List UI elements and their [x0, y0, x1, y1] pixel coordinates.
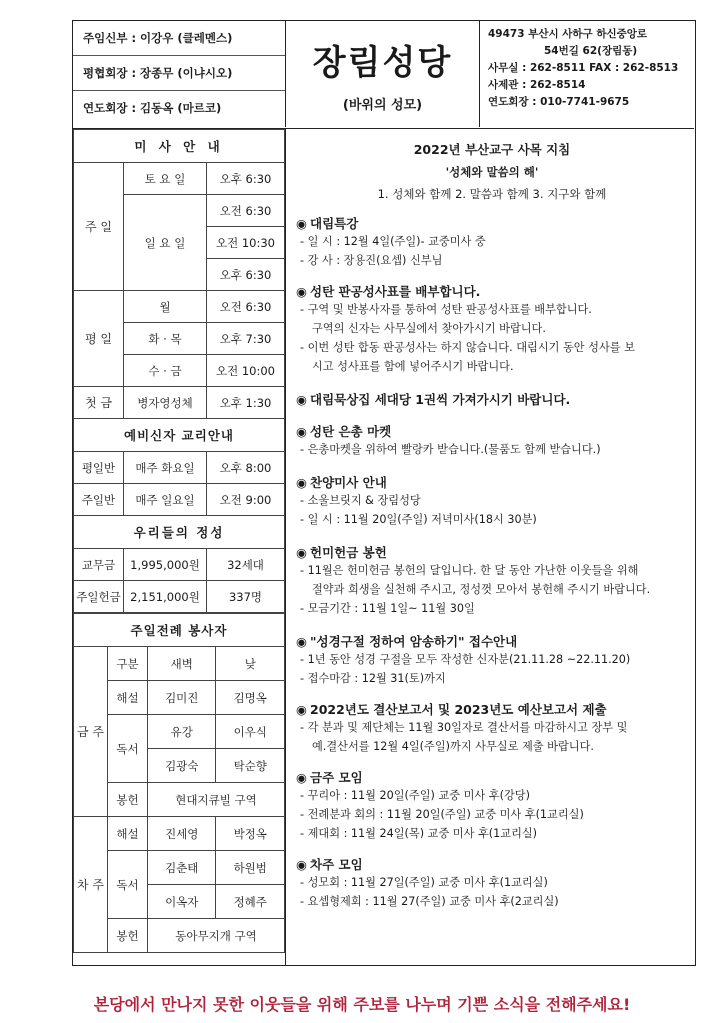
minister-name: 김명옥 [216, 681, 285, 715]
notice-line: - 꾸리아 : 11월 20일(주일) 교중 미사 후(강당) [300, 789, 530, 802]
catechism-title: 예비신자 교리안내 [74, 419, 285, 452]
bullet-icon: ◉ [296, 424, 307, 439]
header-staff [73, 21, 286, 127]
footer-message: 본당에서 만나지 못한 이웃들을 위해 주보를 나누며 기쁜 소식을 전해주세요! [93, 995, 631, 1014]
pastor: 주임신부 : 이강우 (클레멘스) [73, 21, 285, 56]
catechism-time: 오전 9:00 [207, 484, 285, 516]
notice-line: - 일 시 : 12월 4일(주일)- 교중미사 중 [300, 235, 486, 248]
minister-name: 정혜주 [216, 885, 285, 919]
sunday-time: 오전 6:30 [207, 195, 285, 227]
notice-title [296, 768, 688, 786]
monday-time: 오전 6:30 [207, 291, 285, 323]
bullet-icon: ◉ [296, 634, 307, 649]
notice-line: - 11월은 헌미헌금 봉헌의 달입니다. 한 달 동안 가난한 이웃들을 위해 [300, 564, 639, 577]
left-column [73, 129, 286, 965]
bullet-icon: ◉ [296, 392, 307, 407]
saturday-time: 오후 6:30 [207, 163, 285, 195]
notice-item [296, 632, 688, 688]
header-contact [480, 21, 694, 127]
bullet-icon: ◉ [296, 545, 307, 560]
notice-line: - 구역 및 반봉사자를 통하여 성탄 판공성사표를 배부합니다. [300, 303, 592, 316]
first-friday-desc: 병자영성체 [124, 387, 207, 419]
saturday: 토 요 일 [124, 163, 207, 195]
notice-title-text: "성경구절 정하여 암송하기" 접수안내 [310, 634, 518, 649]
notice-line: - 모금기간 : 11월 1일~ 11월 30일 [300, 602, 475, 615]
sunday-time: 오후 6:30 [207, 259, 285, 291]
first-friday: 첫 금 [74, 387, 124, 419]
office-phone: 사무실 : 262-8511 FAX : 262-8513 [488, 62, 679, 74]
catechism-time: 오후 8:00 [207, 452, 285, 484]
notice-title-text: 찬양미사 안내 [310, 475, 387, 490]
notice-line: - 요셉형제회 : 11월 27(주일) 교중 미사 후(2교리실) [300, 895, 559, 908]
notice-line: - 각 분과 및 제단체는 11월 30일자로 결산서를 마감하시고 장부 및 [300, 721, 628, 734]
minister-name: 김미진 [148, 681, 216, 715]
monday: 월 [124, 291, 207, 323]
sunday-time: 오전 10:30 [207, 227, 285, 259]
bullet-icon: ◉ [296, 216, 307, 231]
minister-name: 진세영 [148, 817, 216, 851]
sunday-label: 주 일 [74, 163, 124, 291]
notice-item [296, 543, 688, 618]
next-week-label: 차 주 [74, 817, 108, 953]
notice-title-text: 성탄 은총 마켓 [310, 424, 392, 439]
notice-title [296, 700, 688, 718]
wed-fri: 수 · 금 [124, 355, 207, 387]
offering-label: 교무금 [74, 549, 124, 581]
catechism-label: 주일반 [74, 484, 124, 516]
minister-name: 박정옥 [216, 817, 285, 851]
notice-title [296, 214, 688, 232]
offertory-group: 동아무지개 구역 [148, 919, 285, 953]
offertory-label: 봉헌 [108, 919, 148, 953]
church-subtitle: (바위의 성모) [342, 98, 423, 113]
tue-thu-time: 오후 7:30 [207, 323, 285, 355]
offering-title: 우리들의 정성 [74, 516, 285, 549]
bullet-icon: ◉ [296, 770, 307, 785]
this-week-label: 금 주 [74, 647, 108, 817]
yeondo-phone: 연도회장 : 010-7741-9675 [488, 96, 630, 108]
mass-table [73, 129, 285, 613]
sunday: 일 요 일 [124, 195, 207, 291]
notice-line: - 성모회 : 11월 27일(주일) 교중 미사 후(1교리실) [300, 876, 548, 889]
bullet-icon: ◉ [296, 702, 307, 717]
minister-name: 김광숙 [148, 749, 216, 783]
mass-title: 미 사 안 내 [74, 130, 285, 163]
commentary-label: 해설 [108, 681, 148, 715]
pastoral-policy [296, 140, 688, 202]
catechism-day: 매주 화요일 [124, 452, 207, 484]
offering-count: 32세대 [207, 549, 285, 581]
notice-title-text: 성탄 판공성사표를 배부합니다. [310, 284, 481, 299]
tue-thu: 화 · 목 [124, 323, 207, 355]
notice-title [296, 422, 688, 440]
notice-title [296, 282, 688, 300]
offering-count: 337명 [207, 581, 285, 613]
policy-subtitle: '성체와 말씀의 해' [445, 165, 539, 179]
catechism-day: 매주 일요일 [124, 484, 207, 516]
minister-name: 이우식 [216, 715, 285, 749]
church-name: 장림성당 [312, 43, 453, 83]
notice-item [296, 282, 688, 376]
minister-name: 김춘태 [148, 851, 216, 885]
notice-line: - 은총마켓을 위하여 빨랑카 받습니다.(물품도 함께 받습니다.) [300, 443, 601, 456]
notice-title [296, 390, 688, 408]
head-day: 낮 [216, 647, 285, 681]
notice-title-text: 헌미헌금 봉헌 [310, 545, 387, 560]
notice-title [296, 855, 688, 873]
notice-list [296, 214, 688, 911]
notice-line: - 전례분과 회의 : 11월 20일(주일) 교중 미사 후(1교리실) [300, 808, 584, 821]
reading-label: 독서 [108, 851, 148, 919]
notice-title-text: 대림특강 [310, 216, 359, 231]
notice-line: 시고 성사표를 함에 넣어주시기 바랍니다. [312, 360, 514, 373]
notice-title [296, 543, 688, 561]
notice-item [296, 422, 688, 459]
minister-name: 유강 [148, 715, 216, 749]
reading-label: 독서 [108, 715, 148, 783]
notice-line: 예.결산서를 12월 4일(주일)까지 사무실로 제출 바랍니다. [312, 740, 594, 753]
notice-item [296, 214, 688, 270]
offertory-label: 봉헌 [108, 783, 148, 817]
notice-line: - 이번 성탄 합동 판공성사는 하지 않습니다. 대림시기 동안 성사를 보 [300, 341, 635, 354]
bullet-icon: ◉ [296, 857, 307, 872]
notice-title-text: 대림묵상집 세대당 1권씩 가져가시기 바랍니다. [310, 392, 571, 407]
notice-title-text: 금주 모임 [310, 770, 363, 785]
council-president: 평협회장 : 장종무 (이냐시오) [73, 56, 285, 91]
bulletin-page [72, 20, 696, 966]
notice-item [296, 855, 688, 911]
head-dawn: 새벽 [148, 647, 216, 681]
address-line2: 54번길 62(장림동) [544, 45, 638, 57]
notice-item [296, 700, 688, 756]
weekday-label: 평 일 [74, 291, 124, 387]
notice-line: - 일 시 : 11월 20일(주일) 저녁미사(18시 30분) [300, 513, 537, 526]
offertory-group: 현대지큐빌 구역 [148, 783, 285, 817]
offering-label: 주일헌금 [74, 581, 124, 613]
minister-name: 이옥자 [148, 885, 216, 919]
bullet-icon: ◉ [296, 475, 307, 490]
header [73, 21, 694, 129]
commentary-label: 해설 [108, 817, 148, 851]
notice-line: - 1년 동안 성경 구절을 모두 작성한 신자분(21.11.28 ~22.11.20) [300, 653, 631, 666]
address-line1: 49473 부산시 사하구 하신중앙로 [488, 28, 648, 40]
offering-amount: 2,151,000원 [124, 581, 207, 613]
right-column [286, 129, 694, 965]
header-title [286, 21, 480, 127]
first-friday-time: 오후 1:30 [207, 387, 285, 419]
notice-title [296, 473, 688, 491]
policy-items: 1. 성체와 함께 2. 말씀과 함께 3. 지구와 함께 [377, 187, 607, 201]
notice-line: 절약과 희생을 실천해 주시고, 정성껏 모아서 봉헌해 주시기 바랍니다. [312, 583, 651, 596]
notice-line: 구역의 신자는 사무실에서 찾아가시기 바랍니다. [312, 322, 546, 335]
rectory-phone: 사제관 : 262-8514 [488, 79, 586, 91]
ministers-title: 주일전례 봉사자 [74, 614, 285, 647]
notice-item [296, 768, 688, 843]
catechism-label: 평일반 [74, 452, 124, 484]
notice-item [296, 390, 688, 408]
wed-fri-time: 오전 10:00 [207, 355, 285, 387]
notice-line: - 접수마감 : 12월 31(토)까지 [300, 672, 446, 685]
notice-title-text: 2022년도 결산보고서 및 2023년도 예산보고서 제출 [310, 702, 607, 717]
notice-line: - 제대회 : 11월 24일(목) 교중 미사 후(1교리실) [300, 827, 538, 840]
notice-title-text: 차주 모임 [310, 857, 363, 872]
notice-line: - 소울브릿지 & 장림성당 [300, 494, 421, 507]
notice-line: - 강 사 : 장용진(요셉) 신부님 [300, 254, 443, 267]
notice-title [296, 632, 688, 650]
notice-item [296, 473, 688, 529]
policy-title: 2022년 부산교구 사목 지침 [413, 142, 571, 157]
bullet-icon: ◉ [296, 284, 307, 299]
minister-name: 하원범 [216, 851, 285, 885]
yeondo-president: 연도회장 : 김동옥 (마르코) [83, 101, 222, 115]
offering-amount: 1,995,000원 [124, 549, 207, 581]
minister-name: 탁순향 [216, 749, 285, 783]
head-type: 구분 [108, 647, 148, 681]
ministers-table [73, 613, 285, 953]
